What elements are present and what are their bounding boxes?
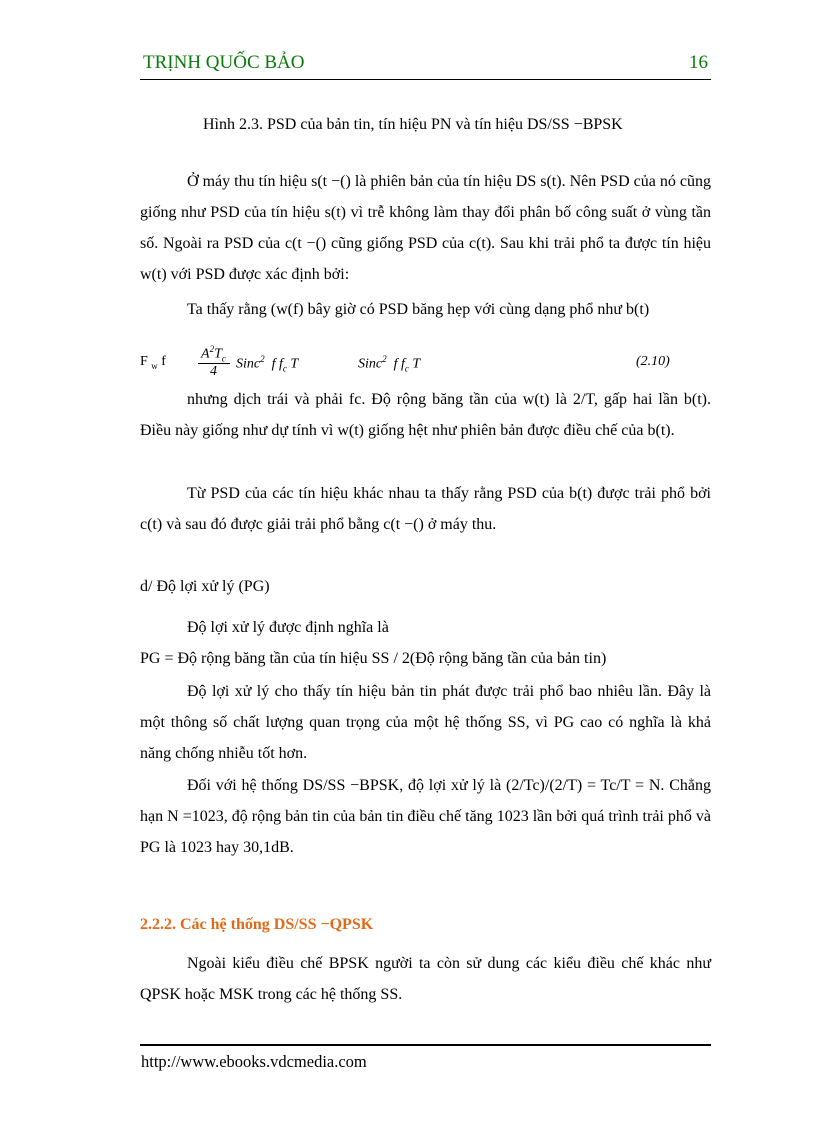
page-number: 16 xyxy=(689,52,708,73)
eq-term-2: Sinc$^2$ f $f_c$ T xyxy=(358,354,421,374)
header-rule xyxy=(140,79,711,80)
paragraph-3: nhưng dịch trái và phải fc. Độ rộng băng tần của w(t) là 2/T, gấp hai lần b(t). Điều này giống như dự tính vì w(t) giống hệt như phiên bản được điều chế của b(t). xyxy=(140,391,711,439)
equation-2-10 xyxy=(140,344,711,384)
paragraph-2: Ta thấy rằng (w(f) bây giờ có PSD băng hẹp với cùng dạng phổ như b(t) xyxy=(187,301,650,318)
paragraph-6: Đối với hệ thống DS/SS −BPSK, độ lợi xử lý là (2/Tc)/(2/T) = Tc/T = N. Chẳng hạn N =1023, độ rộng bản tin của bản tin điều chế tăng 1023 lần bởi quá trình trải phổ và PG là 1023 hay 30,1dB. xyxy=(140,777,711,856)
header-author: TRỊNH QUỐC BẢO xyxy=(143,52,305,73)
eq-term-1: Sinc$^2$ f $f_c$ T xyxy=(236,354,299,374)
footer-url[interactable]: http://www.ebooks.vdcmedia.com xyxy=(141,1052,367,1071)
pg-definition-intro: Độ lợi xử lý được định nghĩa là xyxy=(187,619,389,636)
paragraph-4: Từ PSD của các tín hiệu khác nhau ta thấy rằng PSD của b(t) được trải phổ bởi c(t) và sau đó được giải trải phổ bằng c(t −() ở máy thu. xyxy=(140,485,711,533)
section-d-heading: d/ Độ lợi xử lý (PG) xyxy=(140,578,270,595)
paragraph-5: Độ lợi xử lý cho thấy tín hiệu bản tin phát được trải phổ bao nhiêu lần. Đây là một thông số chất lượng quan trọng của một hệ thống SS, vì PG cao có nghĩa là khả năng chống nhiễu tốt hơn. xyxy=(140,683,711,762)
footer-rule xyxy=(140,1044,711,1046)
eq-numerator: $A^2T_c$ xyxy=(201,344,226,364)
figure-caption: Hình 2.3. PSD của bản tin, tín hiệu PN và tín hiệu DS/SS −BPSK xyxy=(203,116,623,133)
pg-formula: PG = Độ rộng băng tần của tín hiệu SS / 2(Độ rộng băng tần của bản tin) xyxy=(140,650,607,667)
equation-number: (2.10) xyxy=(636,354,670,369)
paragraph-7: Ngoài kiểu điều chế BPSK người ta còn sử dung các kiểu điều chế khác như QPSK hoặc MSK trong các hệ thống SS. xyxy=(140,955,711,1003)
eq-denominator: 4 xyxy=(210,364,217,379)
paragraph-1: Ở máy thu tín hiệu s(t −() là phiên bản của tín hiệu DS s(t). Nên PSD của nó cũng giống như PSD của tín hiệu s(t) vì trễ không làm thay đổi phân bố công suất ở vùng tần số. Ngoài ra PSD của c(t −() cũng giống PSD của c(t). Sau khi trải phổ ta được tín hiệu w(t) với PSD được xác định bởi: xyxy=(140,173,711,283)
eq-lhs: F $_w$ f xyxy=(140,354,166,371)
section-heading-2-2-2: 2.2.2. Các hệ thống DS/SS −QPSK xyxy=(140,916,374,933)
